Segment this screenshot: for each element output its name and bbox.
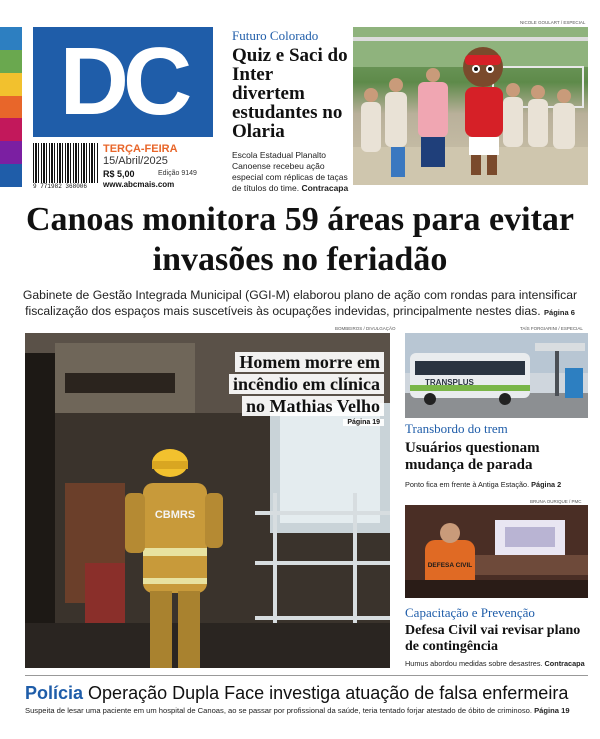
meeting-photo-credit: BRUNA OURIQUE / PMC <box>530 499 582 504</box>
fire-headline-line: Homem morre em <box>235 352 384 372</box>
bus-side-text: TRANSPLUS <box>425 378 474 387</box>
main-page-ref[interactable]: Página 6 <box>544 308 575 317</box>
bottom-story-page-ref[interactable]: Página 19 <box>534 706 570 715</box>
bottom-story-title: Operação Dupla Face investiga atuação de falsa enfermeira <box>88 683 569 703</box>
top-story-headline[interactable]: Quiz e Saci do Inter divertem estudantes no Olaria <box>232 45 348 142</box>
students-mascot-photo[interactable] <box>353 27 588 185</box>
newspaper-logo[interactable]: DC <box>33 27 213 137</box>
fire-headline-line: incêndio em clínica <box>229 374 384 394</box>
bottom-story-headline[interactable] <box>25 683 595 704</box>
website-link[interactable]: www.abcmais.com <box>103 180 175 189</box>
defesa-story-text <box>405 659 595 668</box>
fire-story-page-ref[interactable]: Página 19 <box>343 419 384 426</box>
edition-number: Edição 9149 <box>158 170 197 177</box>
top-story-kicker: Futuro Colorado <box>232 28 319 43</box>
defesa-story-kicker: Capacitação e Prevenção <box>405 605 535 620</box>
issue-price: R$ 5,00 <box>103 169 135 179</box>
issue-date: 15/Abril/2025 <box>103 155 168 167</box>
students-mascot-illustration <box>353 27 588 185</box>
defesa-story-page-ref[interactable]: Contracapa <box>544 659 585 668</box>
bus-station-photo[interactable] <box>405 333 588 418</box>
weekday: TERÇA-FEIRA <box>103 143 178 155</box>
top-story-text <box>232 150 350 194</box>
bus-story-kicker: Transbordo do trem <box>405 421 508 436</box>
barcode <box>33 143 98 183</box>
bottom-story-section: Polícia <box>25 683 84 703</box>
firefighter-uniform-text: CBMRS <box>154 509 196 521</box>
bus-story-body: Ponto fica em frente à Antiga Estação. <box>405 480 530 489</box>
vest-text: DEFESA CIVIL <box>427 562 473 569</box>
bus-illustration <box>405 333 588 418</box>
fire-photo-credit: BOMBEIROS / DIVULGAÇÃO <box>335 326 396 331</box>
top-story-body: Escola Estadual Planalto Canoense recebeu ação especial com réplicas de taças de títulos do time. <box>232 150 348 193</box>
bus-story-headline[interactable]: Usuários questionam mudança de parada <box>405 440 540 473</box>
barcode-number: 9 771982 368006 <box>33 183 88 190</box>
color-strip <box>0 27 22 187</box>
fire-headline-line: no Mathias Velho <box>242 396 384 416</box>
bottom-story-body: Suspeita de lesar uma paciente em um hospital de Canoas, ao se passar por profissional da saúde, teria tentado forjar atestado de óbito de criminoso. <box>25 706 532 715</box>
main-deck <box>20 287 580 321</box>
top-photo-credit: NICOLE GOULART / ESPECIAL <box>520 20 586 25</box>
bottom-divider <box>25 675 588 676</box>
fire-story-headline[interactable] <box>194 351 384 417</box>
bus-photo-credit: TAÍS FORGIARINI / ESPECIAL <box>520 326 583 331</box>
defesa-civil-meeting-photo[interactable] <box>405 505 588 598</box>
top-story-page-ref[interactable]: Contracapa <box>301 183 349 193</box>
main-deck-text: Gabinete de Gestão Integrada Municipal (GGI-M) elaborou plano de ação com rondas para intensificar fiscalização dos espaços mais suscetíveis às ocupações indevidas, principalmente nestes dias. <box>22 288 578 318</box>
bus-story-page-ref[interactable]: Página 2 <box>531 480 562 489</box>
defesa-story-body: Humus abordou medidas sobre desastres. <box>405 659 543 668</box>
defesa-story-headline[interactable]: Defesa Civil vai revisar plano de contingência <box>405 623 581 654</box>
fire-clinic-photo[interactable] <box>25 333 390 668</box>
bottom-story-text <box>25 706 590 715</box>
meeting-illustration <box>405 505 588 598</box>
main-headline[interactable]: Canoas monitora 59 áreas para evitar invasões no feriadão <box>25 201 575 278</box>
bus-story-text <box>405 480 595 489</box>
